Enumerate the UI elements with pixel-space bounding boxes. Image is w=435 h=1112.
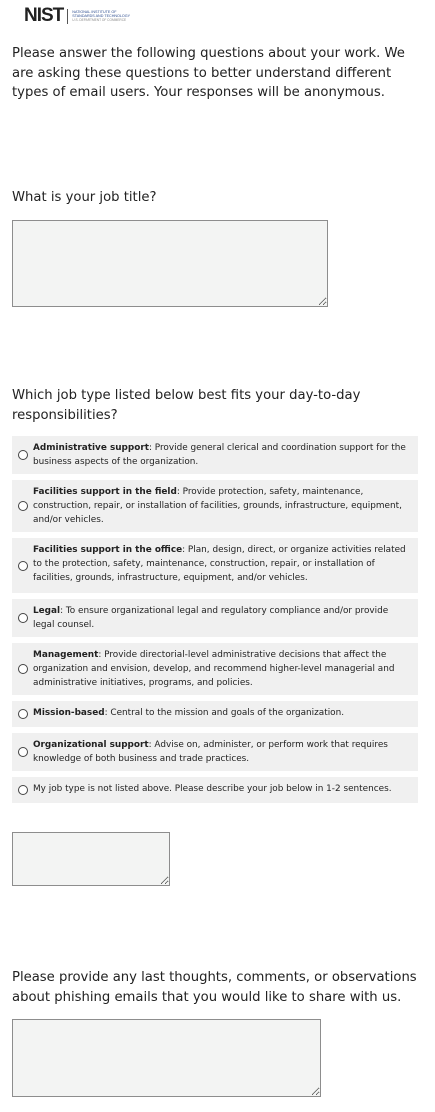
option-name: Facilities support in the office <box>33 545 183 555</box>
option-description: My job type is not listed above. Please describe your job below in 1-2 sentences. <box>33 784 392 794</box>
question-job-title: What is your job title? <box>12 190 157 205</box>
job-type-option-management[interactable] <box>12 643 418 695</box>
job-type-option-legal[interactable] <box>12 599 418 637</box>
radio-button[interactable] <box>18 501 28 511</box>
job-type-option-facilities-field[interactable] <box>12 480 418 532</box>
survey-intro: Please answer the following questions about your work. We are asking these questions to better understand different types of email users. Your responses will be anonymous. <box>12 46 405 100</box>
option-name: Administrative support <box>33 443 149 453</box>
job-type-option-facilities-office[interactable] <box>12 538 418 593</box>
radio-button[interactable] <box>18 613 28 623</box>
option-name: Facilities support in the field <box>33 487 177 497</box>
radio-button[interactable] <box>18 561 28 571</box>
option-name: Legal <box>33 606 61 616</box>
logo-line-2: STANDARDS AND TECHNOLOGY <box>72 13 131 18</box>
radio-button[interactable] <box>18 785 28 795</box>
job-type-option-mission-based[interactable] <box>12 701 418 727</box>
option-description: : Provide general clerical and coordination support for the business aspects of the organization. <box>33 443 406 468</box>
radio-button[interactable] <box>18 747 28 757</box>
other-job-type-input[interactable] <box>12 832 170 886</box>
option-name: Management <box>33 650 99 660</box>
option-description: : Provide directorial-level administrative decisions that affect the organization and envision, develop, and recommend higher-level managerial and administrative initiatives, programs, and policies. <box>33 650 395 689</box>
radio-button[interactable] <box>18 709 28 719</box>
logo-subtitle <box>72 10 130 23</box>
option-description: : Provide protection, safety, maintenance, construction, repair, or installation of facilities, grounds, infrastructure, equipment, and/or vehicles. <box>33 487 402 526</box>
job-title-input[interactable] <box>12 220 328 307</box>
radio-button[interactable] <box>18 450 28 460</box>
option-description: : Central to the mission and goals of the organization. <box>104 708 345 718</box>
last-thoughts-input[interactable] <box>12 1019 321 1097</box>
job-type-option-organizational-support[interactable] <box>12 733 418 771</box>
logo-line-3: U.S. DEPARTMENT OF COMMERCE <box>72 18 127 23</box>
question-last-thoughts: Please provide any last thoughts, comments, or observations about phishing emails that you would like to share with us. <box>12 970 417 1005</box>
option-description: : Plan, design, direct, or organize activities related to the protection, safety, maintenance, construction, repair, or installation of facilities, grounds, infrastructure, equipment, and/or vehicles. <box>33 545 406 584</box>
radio-button[interactable] <box>18 664 28 674</box>
logo-divider <box>67 9 68 24</box>
job-type-option-other[interactable] <box>12 777 418 803</box>
nist-logo <box>24 5 130 27</box>
option-description: : Advise on, administer, or perform work that requires knowledge of both business and trade practices. <box>33 740 388 765</box>
job-type-option-administrative-support[interactable] <box>12 436 418 474</box>
option-name: Organizational support <box>33 740 149 750</box>
option-name: Mission-based <box>33 708 105 718</box>
logo-line-1: NATIONAL INSTITUTE OF <box>72 9 117 14</box>
question-job-type: Which job type listed below best fits your day-to-day responsibilities? <box>12 388 361 423</box>
option-description: : To ensure organizational legal and regulatory compliance and/or provide legal counsel. <box>33 606 389 631</box>
job-type-options <box>12 436 418 809</box>
logo-wordmark: NIST <box>24 5 64 26</box>
